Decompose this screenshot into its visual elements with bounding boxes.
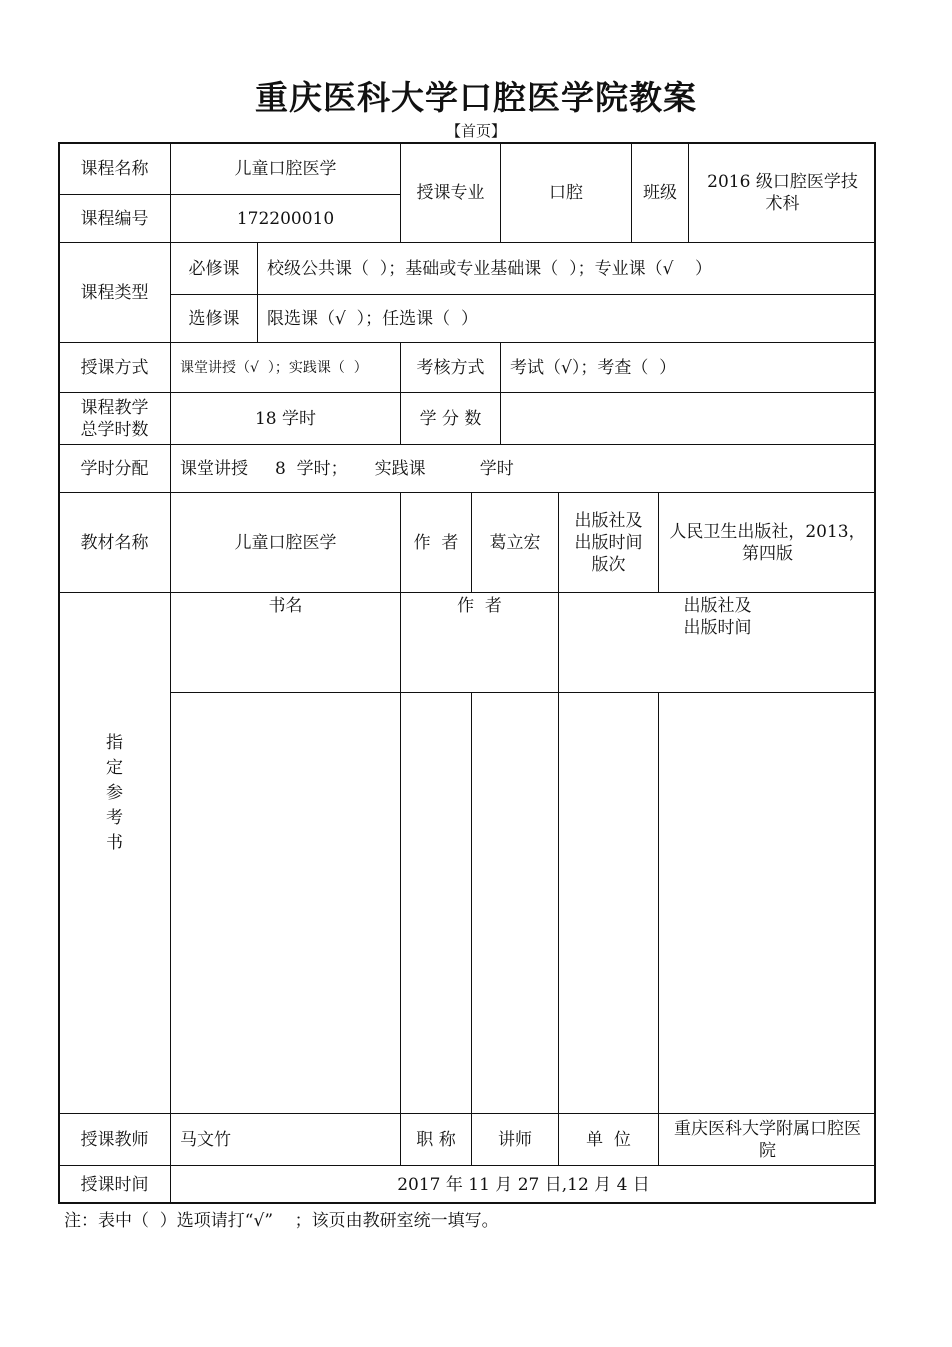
class-value: 2016 级口腔医学技术科 <box>688 142 876 242</box>
credit-value <box>500 392 876 444</box>
teacher-title: 讲师 <box>471 1113 558 1165</box>
course-type-label: 课程类型 <box>58 242 170 342</box>
hour-dist-label: 学时分配 <box>58 444 170 492</box>
document-title: 重庆医科大学口腔医学院教案 <box>255 78 697 117</box>
hour-dist-value: 课堂讲授 8 学时； 实践课 学时 <box>170 444 876 492</box>
required-label: 必修课 <box>170 242 257 294</box>
reference-book-cell <box>170 692 400 1113</box>
elective-value: 限选课（√ ）；任选课（ ） <box>257 294 876 342</box>
reference-author-header: 作 者 <box>400 592 558 692</box>
textbook-author-label: 作 者 <box>400 492 471 592</box>
reference-publisher-header-text: 出版社及 出版时间 <box>683 596 752 638</box>
schedule-label: 授课时间 <box>58 1165 170 1204</box>
schedule-value: 2017 年 11 月 27 日,12 月 4 日 <box>170 1165 876 1204</box>
reference-label: 指定参考书 <box>106 732 123 853</box>
exam-label: 考核方式 <box>400 342 500 392</box>
footnote: 注：表中（ ）选项请打“√” ；该页由教研室统一填写。 <box>64 1211 499 1231</box>
textbook-publisher-label: 出版社及出版时间版次 <box>558 492 658 592</box>
teacher-title-label: 职 称 <box>400 1113 471 1165</box>
class-label: 班级 <box>631 142 688 242</box>
reference-book-header: 书名 <box>170 592 400 692</box>
exam-value: 考试（√）；考查（ ） <box>500 342 876 392</box>
elective-label: 选修课 <box>170 294 257 342</box>
course-name-value: 儿童口腔医学 <box>170 142 400 194</box>
teacher-unit: 重庆医科大学附属口腔医院 <box>658 1113 876 1165</box>
reference-publisher-cell-2 <box>658 692 876 1113</box>
major-value: 口腔 <box>500 142 631 242</box>
course-code-label: 课程编号 <box>58 194 170 242</box>
method-value: 课堂讲授（√ ）；实践课（ ） <box>170 342 400 392</box>
reference-publisher-cell <box>558 692 658 1113</box>
required-value: 校级公共课（ ）；基础或专业基础课（ ）；专业课（√ ） <box>257 242 876 294</box>
reference-publisher-header <box>558 592 876 692</box>
textbook-label: 教材名称 <box>58 492 170 592</box>
document-subtitle: 【首页】 <box>445 122 506 140</box>
course-name-label: 课程名称 <box>58 142 170 194</box>
method-label: 授课方式 <box>58 342 170 392</box>
major-label: 授课专业 <box>400 142 500 242</box>
reference-author-cell-2 <box>471 692 558 1113</box>
textbook-name: 儿童口腔医学 <box>170 492 400 592</box>
teacher-name: 马文竹 <box>170 1113 400 1165</box>
textbook-publisher: 人民卫生出版社，2013，第四版 <box>658 492 876 592</box>
teacher-unit-label: 单 位 <box>558 1113 658 1165</box>
reference-label-cell <box>58 592 170 1113</box>
textbook-author: 葛立宏 <box>471 492 558 592</box>
teacher-label: 授课教师 <box>58 1113 170 1165</box>
course-code-value: 172200010 <box>170 194 400 242</box>
total-hours-label: 课程教学总学时数 <box>58 392 170 444</box>
reference-author-cell <box>400 692 471 1113</box>
total-hours-value: 18 学时 <box>170 392 400 444</box>
credit-label: 学 分 数 <box>400 392 500 444</box>
